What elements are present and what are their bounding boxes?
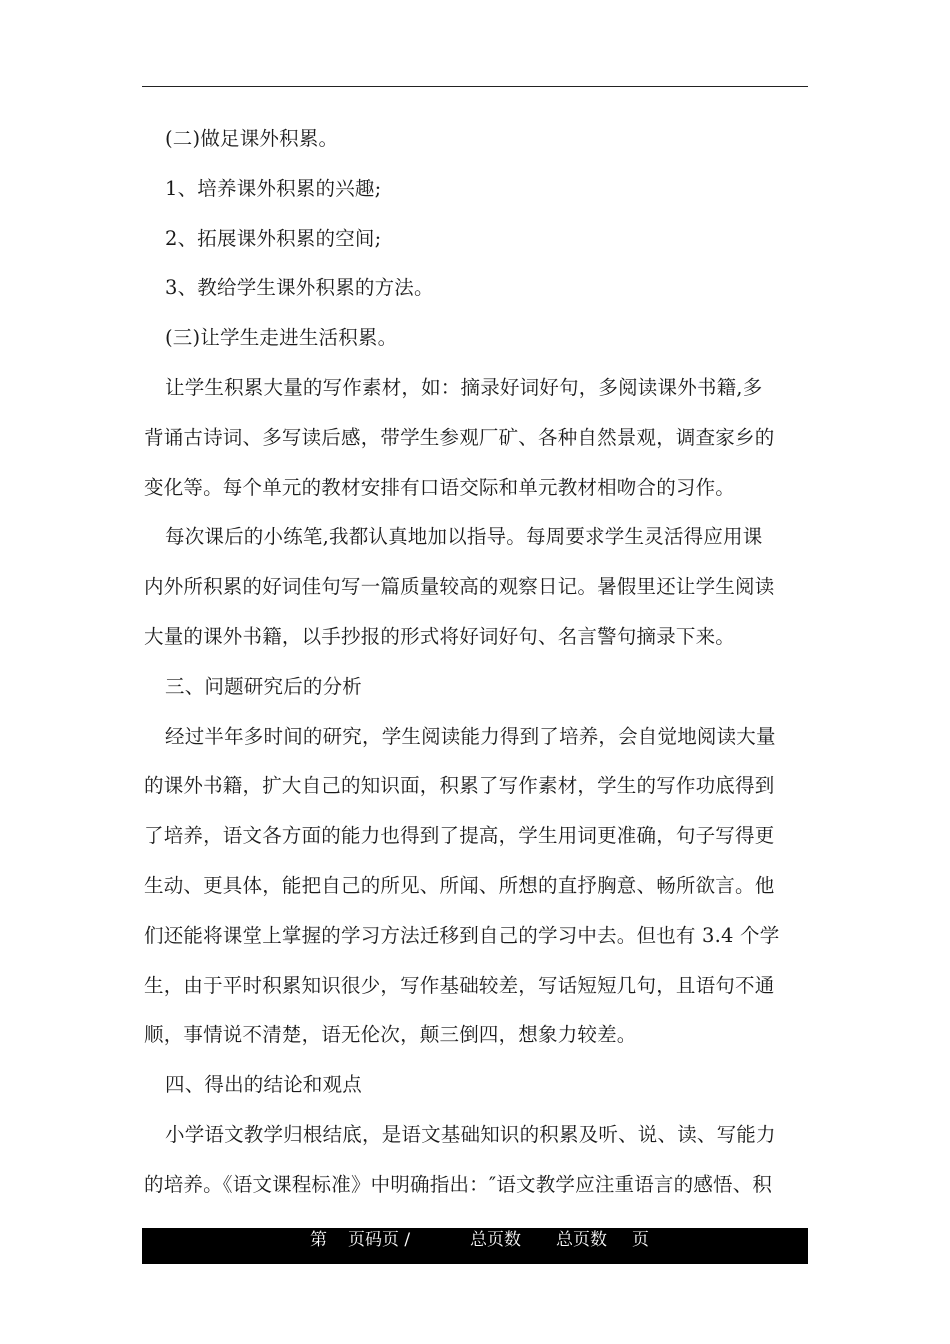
- paragraph-line: 内外所积累的好词佳句写一篇质量较高的观察日记。暑假里还让学生阅读: [144, 575, 775, 599]
- paragraph-line: 小学语文教学归根结底，是语文基础知识的积累及听、说、读、写能力: [165, 1122, 776, 1146]
- paragraph-line: 生动、更具体，能把自己的所见、所闻、所想的直抒胸意、畅所欲言。他: [144, 873, 775, 897]
- paragraph-line: 背诵古诗词、多写读后感，带学生参观厂矿、各种自然景观，调查家乡的: [144, 425, 775, 449]
- paragraph-line: 们还能将课堂上掌握的学习方法迁移到自己的学习中去。但也有 3.4 个学: [144, 923, 780, 947]
- section-heading: (二)做足课外积累。: [165, 127, 339, 150]
- header-rule: [142, 86, 808, 87]
- section-heading: 三、问题研究后的分析: [165, 674, 363, 698]
- paragraph-line: 变化等。每个单元的教材安排有口语交际和单元教材相吻合的习作。: [144, 475, 736, 499]
- footer-text: 页: [632, 1230, 649, 1250]
- footer-text: 总页数: [470, 1230, 521, 1250]
- paragraph-line: 生，由于平时积累知识很少，写作基础较差，写话短短几句，且语句不通: [144, 973, 775, 997]
- footer-text: 第: [310, 1230, 327, 1250]
- paragraph-line: 了培养，语文各方面的能力也得到了提高，学生用词更准确，句子写得更: [144, 824, 775, 848]
- paragraph-line: 让学生积累大量的写作素材，如：摘录好词好句，多阅读课外书籍,多: [165, 375, 763, 399]
- page-footer: [142, 1228, 808, 1264]
- paragraph-line: 大量的课外书籍，以手抄报的形式将好词好句、名言警句摘录下来。: [144, 624, 736, 648]
- footer-text: 页码页 /: [348, 1230, 411, 1250]
- section-heading: 四、得出的结论和观点: [165, 1073, 363, 1097]
- paragraph-line: 每次课后的小练笔,我都认真地加以指导。每周要求学生灵活得应用课: [165, 525, 763, 549]
- paragraph-line: 经过半年多时间的研究，学生阅读能力得到了培养，会自觉地阅读大量: [165, 724, 776, 748]
- paragraph-line: 的培养。《语文课程标准》中明确指出：″语文教学应注重语言的感悟、积: [144, 1172, 773, 1196]
- footer-text: 总页数: [556, 1230, 607, 1250]
- section-heading: (三)让学生走进生活积累。: [165, 326, 398, 350]
- paragraph-line: 顺，事情说不清楚，语无伦次，颠三倒四，想象力较差。: [144, 1023, 637, 1047]
- list-item: 1、培养课外积累的兴趣;: [165, 176, 382, 200]
- paragraph-line: 的课外书籍，扩大自己的知识面，积累了写作素材，学生的写作功底得到: [144, 774, 775, 798]
- document-body: [144, 114, 808, 1210]
- list-item: 2、拓展课外积累的空间;: [165, 226, 382, 250]
- list-item: 3、教给学生课外积累的方法。: [165, 276, 434, 300]
